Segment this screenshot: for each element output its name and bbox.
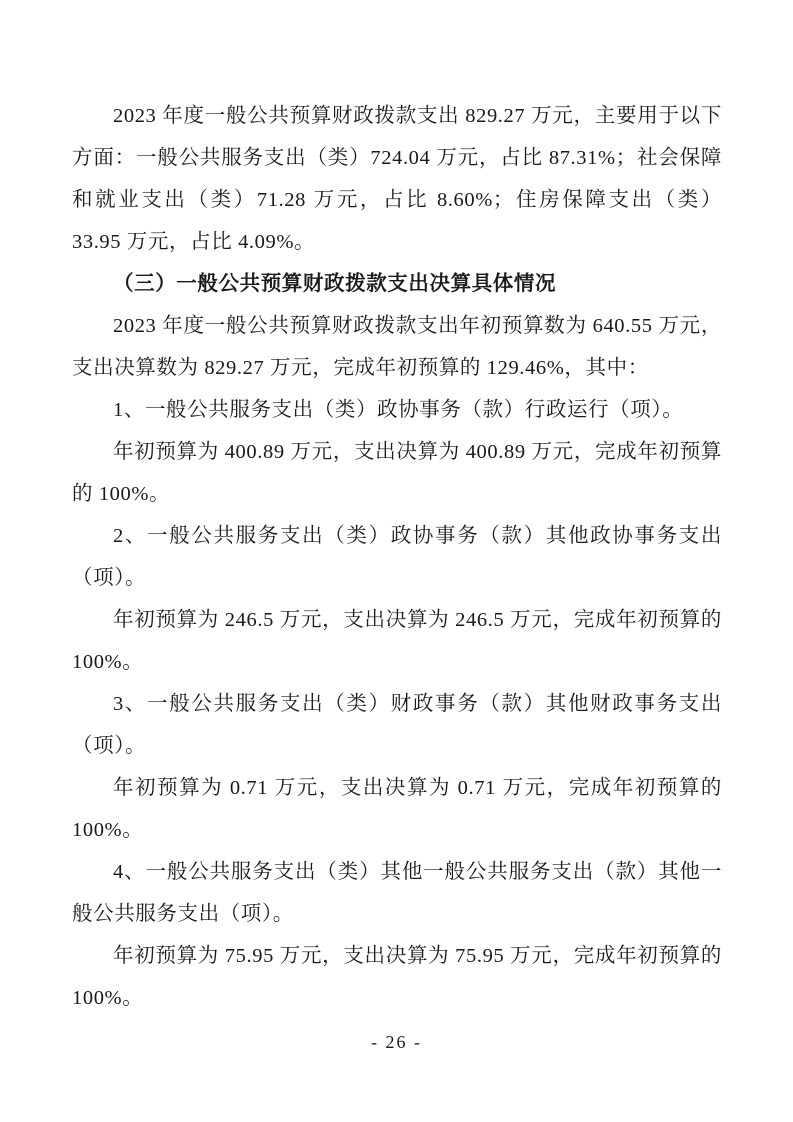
para-item-2-title: 2、一般公共服务支出（类）政协事务（款）其他政协事务支出（项）。	[72, 525, 722, 589]
para-item-1-detail: 年初预算为 400.89 万元，支出决算为 400.89 万元，完成年初预算的 100%。	[72, 441, 722, 505]
para-item-4-detail: 年初预算为 75.95 万元，支出决算为 75.95 万元，完成年初预算的 100%。	[72, 945, 722, 1009]
page-number: - 26 -	[371, 1032, 422, 1052]
para-item-1-title: 1、一般公共服务支出（类）政协事务（款）行政运行（项）。	[113, 399, 684, 421]
heading-section-three: （三）一般公共预算财政拨款支出决算具体情况	[113, 272, 557, 295]
para-funding-expenditure-summary: 2023 年度一般公共预算财政拨款支出 829.27 万元，主要用于以下方面：一般公共服务支出（类）724.04 万元，占比 87.31%；社会保障和就业支出（类）71.28 万元，占比 8.60%；住房保障支出（类）33.95 万元，占比 4.09%。	[72, 105, 722, 253]
para-item-3-title: 3、一般公共服务支出（类）财政事务（款）其他财政事务支出（项）。	[72, 693, 722, 757]
para-item-2-detail: 年初预算为 246.5 万元，支出决算为 246.5 万元，完成年初预算的 100%。	[72, 609, 722, 673]
para-item-3-detail: 年初预算为 0.71 万元，支出决算为 0.71 万元，完成年初预算的 100%。	[72, 777, 722, 841]
document-body	[72, 95, 722, 1019]
para-item-4-title: 4、一般公共服务支出（类）其他一般公共服务支出（款）其他一般公共服务支出（项）。	[72, 861, 722, 925]
para-budget-vs-final: 2023 年度一般公共预算财政拨款支出年初预算数为 640.55 万元，支出决算数为 829.27 万元，完成年初预算的 129.46%，其中：	[72, 315, 722, 379]
